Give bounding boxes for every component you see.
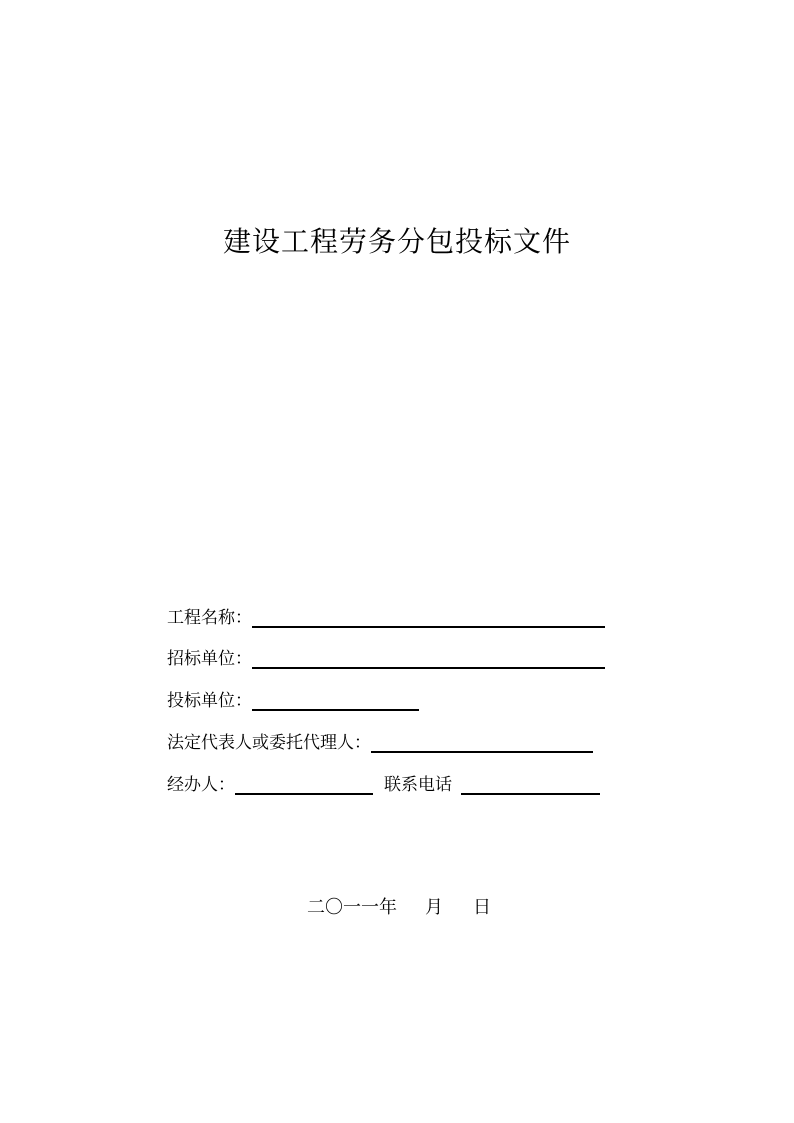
legal-rep-row [167, 729, 593, 755]
document-title: 建设工程劳务分包投标文件 [222, 225, 571, 258]
phone-line[interactable] [461, 793, 600, 795]
legal-rep-label: 法定代表人或委托代理人： [167, 733, 371, 753]
date-year: 二〇一一年 [307, 897, 397, 918]
handler-phone-row [167, 771, 600, 797]
tenderer-line[interactable] [252, 667, 605, 669]
date-line [0, 894, 794, 922]
handler-label: 经办人： [167, 775, 235, 795]
project-name-row [167, 604, 605, 630]
phone-label: 联系电话 [384, 775, 452, 795]
bidder-line[interactable] [252, 709, 419, 711]
legal-rep-line[interactable] [371, 751, 593, 753]
tenderer-row [167, 645, 605, 671]
bidder-label: 投标单位： [167, 691, 252, 711]
bidder-row [167, 687, 419, 713]
project-name-line[interactable] [252, 626, 605, 628]
date-month: 月 [425, 897, 443, 918]
tenderer-label: 招标单位： [167, 649, 252, 669]
project-name-label: 工程名称： [167, 608, 252, 628]
date-day: 日 [473, 897, 491, 918]
handler-line[interactable] [235, 793, 373, 795]
